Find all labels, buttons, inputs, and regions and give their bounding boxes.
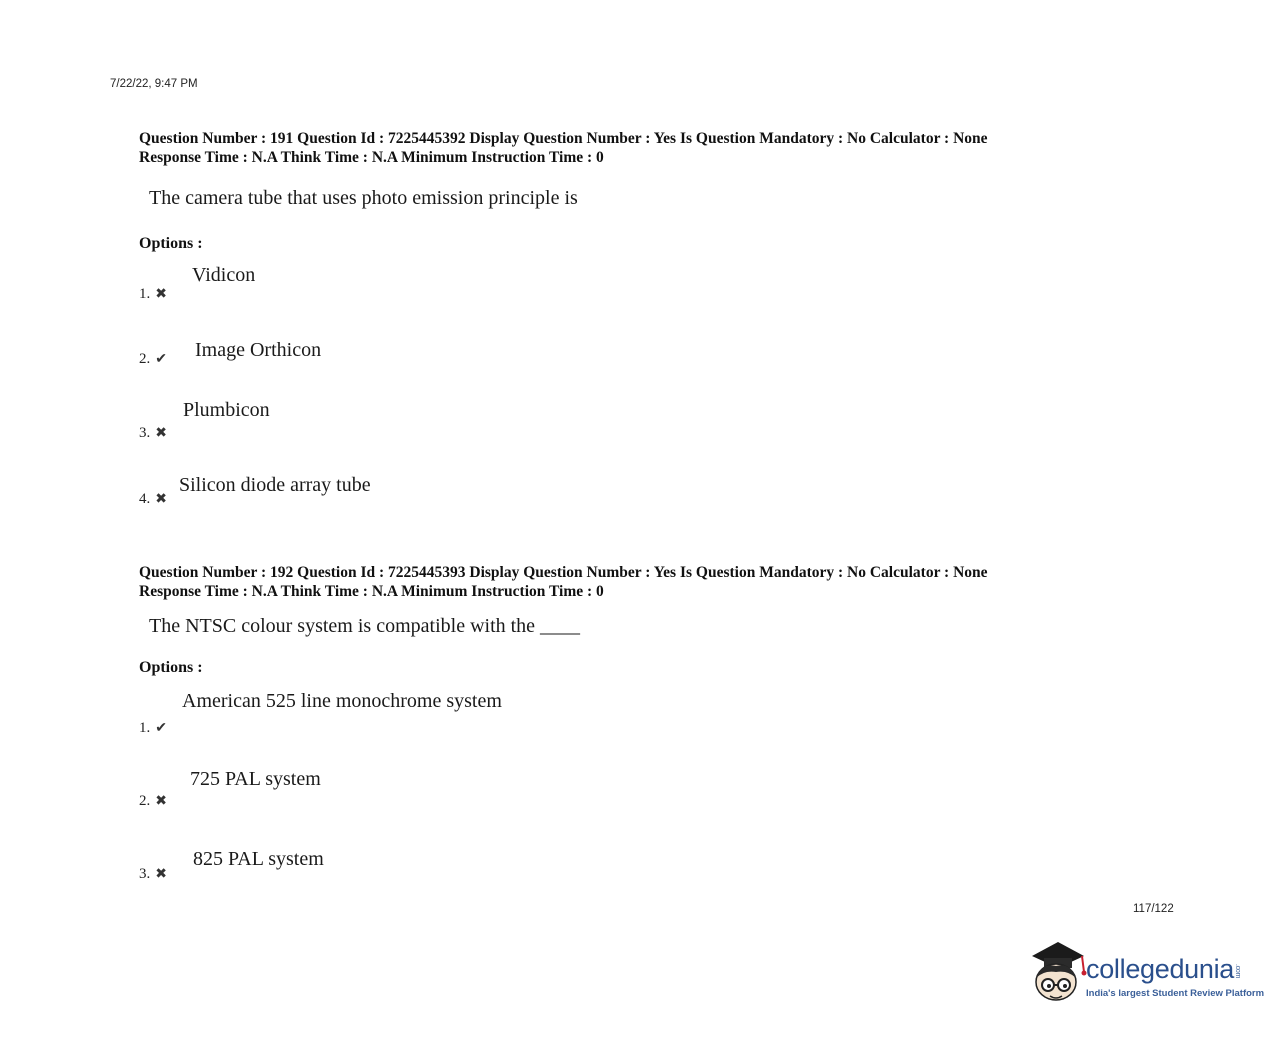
question-meta-line2: Response Time : N.A Think Time : N.A Minimum Instruction Time : 0 <box>139 149 604 166</box>
options-label: Options : <box>139 659 203 676</box>
option-number-label: 3. <box>139 425 151 441</box>
question-meta-line2: Response Time : N.A Think Time : N.A Minimum Instruction Time : 0 <box>139 583 604 600</box>
brand-name <box>1086 954 1241 985</box>
check-icon: ✔ <box>155 352 167 367</box>
option-number-label: 1. <box>139 720 151 736</box>
option-text: 725 PAL system <box>190 768 321 790</box>
options-label: Options : <box>139 235 203 252</box>
brand-name-text: collegedunia <box>1086 954 1235 984</box>
mascot-icon <box>1024 938 1088 1008</box>
brand-tagline: India's largest Student Review Platform <box>1086 988 1265 999</box>
question-text: The camera tube that uses photo emission principle is <box>149 187 578 209</box>
question-text: The NTSC colour system is compatible with the ____ <box>149 615 581 637</box>
print-timestamp: 7/22/22, 9:47 PM <box>110 78 198 90</box>
page-indicator: 117/122 <box>1133 903 1174 915</box>
watermark-logo <box>1024 938 1265 1010</box>
option-number <box>139 866 167 883</box>
option-text: Image Orthicon <box>195 339 322 361</box>
cross-icon: ✖ <box>155 794 167 809</box>
check-icon: ✔ <box>155 721 167 736</box>
option-number <box>139 491 167 508</box>
option-text: Plumbicon <box>183 399 270 421</box>
option-number <box>139 793 167 810</box>
option-text: Silicon diode array tube <box>179 474 371 496</box>
cross-icon: ✖ <box>155 426 167 441</box>
option-number-label: 2. <box>139 351 151 367</box>
option-number <box>139 286 167 303</box>
option-number-label: 3. <box>139 866 151 882</box>
option-number <box>139 720 167 737</box>
option-number <box>139 425 167 442</box>
option-number <box>139 351 167 368</box>
question-meta-line1: Question Number : 192 Question Id : 7225445393 Display Question Number : Yes Is Question Mandatory : No Calculator : None <box>139 564 988 581</box>
option-text: Vidicon <box>192 264 256 286</box>
brand-domain: .com <box>1234 963 1242 978</box>
option-text: 825 PAL system <box>193 848 324 870</box>
option-number-label: 2. <box>139 793 151 809</box>
question-meta-line1: Question Number : 191 Question Id : 7225445392 Display Question Number : Yes Is Question Mandatory : No Calculator : None <box>139 130 988 147</box>
question-meta-192 <box>139 563 988 601</box>
cross-icon: ✖ <box>155 867 167 882</box>
cross-icon: ✖ <box>155 492 167 507</box>
option-text: American 525 line monochrome system <box>182 690 502 712</box>
cross-icon: ✖ <box>155 287 167 302</box>
question-meta-191 <box>139 129 988 167</box>
option-number-label: 4. <box>139 491 151 507</box>
option-number-label: 1. <box>139 286 151 302</box>
